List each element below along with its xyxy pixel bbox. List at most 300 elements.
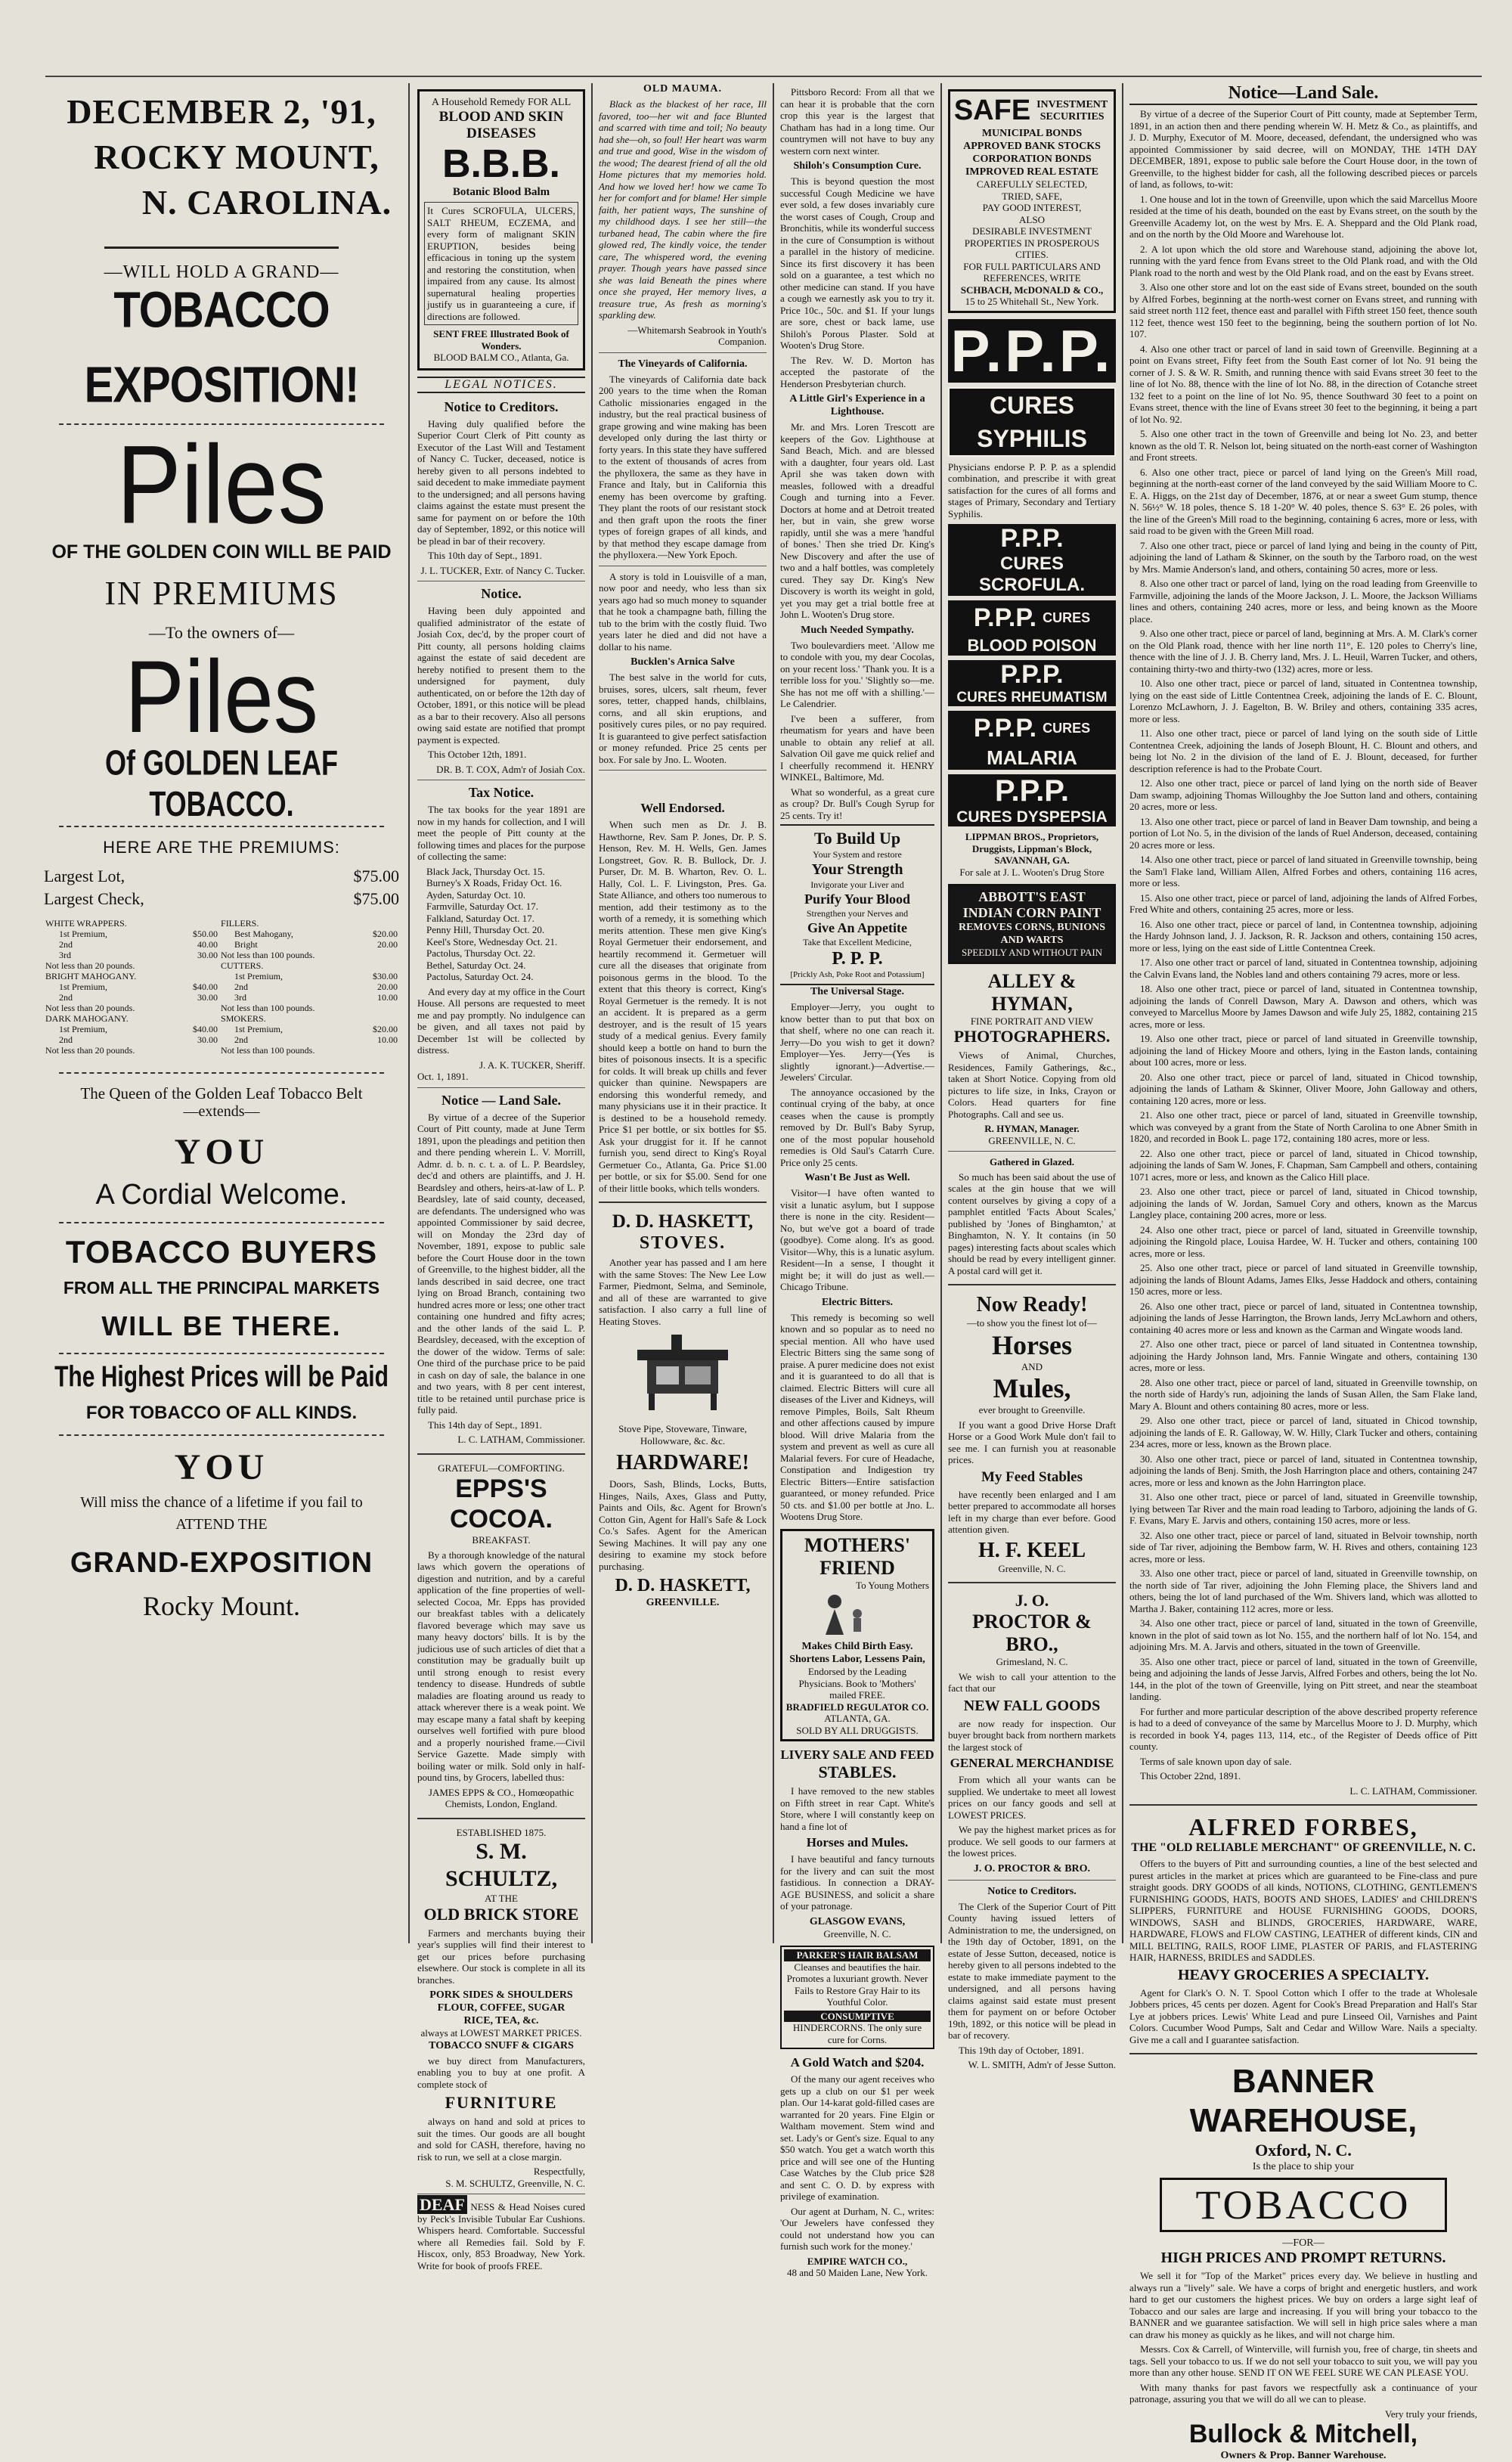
rheumatism-text: I've been a sufferer, from rheumatism for years and have been unable to obtain any relief at all. Salvation Oil gave me quick relief and I cheerfully recommend it. HENRY WINKEL, Baltimore, Md. (780, 712, 934, 783)
land-parcel: 24. Also one other tract, piece or parcel of land, situated in Greenville township, adjoining the Ringold place, Louisa Hardee, W. H. Tucker and others, containing 100 acres, more or less. (1129, 1223, 1477, 1259)
fine-portrait: FINE PORTRAIT AND VIEW (970, 1015, 1094, 1027)
hyman-town: GREENVILLE, N. C. (988, 1134, 1076, 1146)
livery-title: LIVERY SALE AND FEED (780, 1747, 934, 1762)
lippman: LIPPMAN BROS., Proprietors, Druggists, Lippman's Block, SAVANNAH, GA. (965, 831, 1099, 866)
ever-brought: ever brought to Greenville. (978, 1404, 1086, 1415)
deaf-heading: DEAF (417, 2195, 467, 2214)
premium-row (44, 950, 399, 960)
column-rule (408, 83, 410, 1943)
premium-cell: 2nd (234, 1034, 249, 1045)
improved: IMPROVED REAL ESTATE (965, 166, 1099, 178)
premium-cell (179, 971, 219, 981)
investment-word: INVESTMENT SECURITIES (1036, 98, 1108, 122)
build-up-line: Take that Excellent Medicine, (803, 937, 912, 947)
land-parcel: 9. Also one other tract, piece or parcel of land, beginning at Mrs. A. M. Clark's corner on the Old Plank road, thence with her line north 11°, E. 120 poles to Cherry's line, thence with the line of J. J. B. Cherry land, Mrs. J. L. Heuil, Warren Tucker, and others, containing thirty-two and thirty-two (132) acres, more or less. (1129, 628, 1477, 674)
tax-schedule-item: Farmville, Saturday Oct. 17. (426, 901, 539, 912)
divider (59, 1353, 384, 1354)
highest-prices: The Highest Prices will be Paid (54, 1360, 389, 1394)
hardware-text: Doors, Sash, Blinds, Locks, Butts, Hinges, Nails, Axes, Glass and Putty, Paints and Oils, &c. Agent for Brown's Cotton Gin, Agent for Hall's Safe & Lock Co.'s Safes. Agent for the American Sewing Machines. It will pay any one desiring to examine my stock before purchasing. (599, 1478, 767, 1572)
endorsed-title: Well Endorsed. (640, 801, 725, 815)
keel-name: H. F. KEEL (978, 1538, 1086, 1562)
sympathy-text: Two boulevardiers meet. 'Allow me to condole with you, my dear Cocolas, on your recent loss.' 'Thank you. It is a terrible loss for you.' 'Slightly so—me. She has not me off with a shilling.'—Le Calendrier. (780, 639, 934, 709)
bbb-top: A Household Remedy FOR ALL (431, 97, 572, 108)
scales-text: So much has been said about the use of scales at the gin house that we will content ourselves by giving a copy of a pamphlet entitled 'Facts About Scales,' published by 'Jones of Binghamton,' at Binghamton, N. Y. It contains (in 50 pages) interesting facts about scales which should be read by every intelligent ginner. A postal card will get it. (948, 1171, 1116, 1276)
for-tobacco: FOR TOBACCO OF ALL KINDS. (85, 1403, 358, 1423)
pastor-item: The Rev. W. D. Morton has accepted the pastorate of the Henderson Presbyterian church. (780, 354, 934, 389)
proctor-signature: J. O. PROCTOR & BRO. (973, 1862, 1091, 1874)
premium-cell: 1st Premium, (59, 981, 108, 992)
full-particulars: FOR FULL PARTICULARS AND REFERENCES, WRITE (963, 260, 1101, 284)
ppp-label: P.P.P. (973, 714, 1037, 743)
land-sale-title: Notice — Land Sale. (441, 1092, 561, 1108)
shiloh-text: This is beyond question the most successful Cough Medicine we have ever sold, a few doses invariably cure the worst cases of Cough, Croup and Bronchitis, while its wonderful success in the cure of Consumption is without a parallel in the history of medicine. Since its first discovery it has been sold on a guarantee, a test which no other medicine can stand. If you have a cough we earnestly ask you to try it. Price 10c., 50c. and $1. If your lungs are sore, chest or back lame, use Shiloh's Porous Plaster. Sold at Wooten's Drug Store. (780, 175, 934, 351)
banner-text-2: Messrs. Cox & Carrell, of Winterville, will furnish you, free of charge, tin sheets and tags. Sell your tobacco to us. If we do not sell your tobacco to suit you, we will pay you more than any other house. SEND IT ON WE FEEL SURE WE CAN PLEASE YOU. (1129, 2343, 1477, 2378)
mothers-friend-ad (780, 1529, 934, 1742)
feed-text: have recently been enlarged and I am better prepared to accommodate all horses left in my charge than ever before. Good attention given. (948, 1488, 1116, 1535)
divider (59, 1222, 384, 1223)
column-6 (1129, 83, 1477, 2461)
premium-row (44, 1024, 399, 1034)
bullock-mitchell: Bullock & Mitchell, (1188, 2420, 1418, 2448)
divider (59, 826, 384, 827)
securities-ad (948, 89, 1116, 313)
hardware-heading: HARDWARE! (616, 1451, 749, 1474)
abbotts-removes: REMOVES CORNS, BUNIONS AND WARTS (958, 922, 1106, 946)
divider (948, 1880, 1116, 1881)
stables-title: STABLES. (818, 1763, 897, 1781)
dateline (44, 89, 399, 225)
build-up-ad (780, 824, 934, 985)
stoves-heading: STOVES. (639, 1233, 727, 1253)
divider (104, 247, 339, 249)
land-sale-heading: Notice—Land Sale. (1129, 83, 1477, 105)
mules: Mules, (993, 1373, 1071, 1403)
parkers-text: Cleanses and beautifies the hair. Promotes a luxuriant growth. Never Fails to Restore Gray Hair to its Youthful Color. (786, 1961, 928, 2008)
premium-table (44, 918, 399, 1056)
approved: APPROVED BANK STOCKS (963, 141, 1101, 152)
watch-title: A Gold Watch and $204. (790, 2055, 925, 2070)
premium-cell: 40.00 (197, 939, 218, 950)
largest-lot-label: Largest Lot, (44, 867, 125, 885)
deaf-text: NESS & Head Noises cured by Peck's Invisible Tubular Ear Cushions. Whispers heard. Comfortable. Successful where all Remedies fail. Sold by F. Hiscox, only, 853 Broadway, New York. Write for book of proofs FREE. (417, 2201, 586, 2271)
land-parcel: 29. Also one other tract, piece or parcel of land, situated in Chicod township, adjoining the lands of E. R. Galloway, W. W. Hilly, Clark Tucker and others, containing 234 acres, more or less, known as the Brown place. (1129, 1415, 1477, 1450)
tax-signature: J. A. K. TUCKER, Sheriff. (479, 1059, 585, 1071)
well-title: Wasn't Be Just as Well. (804, 1172, 910, 1183)
ppp-rheumatism-ad (948, 660, 1116, 706)
premiums-intro: HERE ARE THE PREMIUMS: (103, 838, 340, 857)
poem-text: Black as the blackest of her race, Ill favored, too—her wit and face Blunted and scarred with time and toil; No beauty had she—oh, so foul! Her heart was warm and true and good, Wise in the wisdom of the wood; The dearest friend of all the old Home pictures that my memories hold. And how we loved her! how we came To her for comfort and for blame! Her simple faith, her patient ways, The sunshine of my childhood days. I see her still—the turbaned head, The cabin where the fire glowed red, The kindly voice, the tender care, The whispered word, the evening prayer. Though years have passed since she was laid Beneath the pines where once she prayed, Her memory lives, a treasure true, As fresh as morning's sparkling dew. (599, 98, 767, 321)
land-parcel: 11. Also one other tract, piece or parcel of land lying on the south side of Little Contentnea Creek, adjoining the lands of Joseph Blount, H. C. Blount and others, and being lot No. 2 in the division of the land of E. J. Blount, deceased, for further description reference is had to the Probate Court. (1129, 727, 1477, 774)
premium-cell: FILLERS. (221, 918, 259, 929)
premium-row (44, 1013, 399, 1024)
well-text: Visitor—I have often wanted to visit a lunatic asylum, but I suppose there is none in the city. Resident—No, but we've got a board of trade (goodbye). Come along. It's as good. Visitor—Why, this is a lunatic asylum. Resident—In a sense, I thought it might be; it will do just as well.—Chicago Tribune. (780, 1187, 934, 1292)
column-2 (417, 83, 586, 2271)
blood-poison-bar (948, 636, 1116, 656)
photographers: PHOTOGRAPHERS. (953, 1027, 1111, 1046)
land-sale-date-2: This October 22nd, 1891. (1140, 1770, 1241, 1781)
land-parcel: 7. Also one other tract, piece or parcel of land lying and being in the county of Pitt, adjoining the land of Latham & Skinner, on the south by the Tarboro road, on the west by Mrs. Mamie Anderson's land, and others, containing 50 acres, more or less. (1129, 539, 1477, 575)
premium-cell: $40.00 (193, 981, 218, 992)
arnica-title: Bucklen's Arnica Salve (631, 656, 735, 668)
breakfast: BREAKFAST. (472, 1534, 531, 1546)
land-parcel: 34. Also one other tract, piece or parcel of land, situated in the town of Greenville, known in the plot of said town as lot No. 155, and the northern half of lot No. 154, and adjoining Mrs. M. A. Jarvis and others, situated in the town of Greenville. (1129, 1617, 1477, 1652)
girl-title: A Little Girl's Experience in a Lighthouse. (789, 393, 925, 417)
empire-watch: EMPIRE WATCH CO., (807, 2255, 908, 2267)
cordial-welcome: A Cordial Welcome. (95, 1179, 348, 1211)
premium-row (44, 939, 399, 950)
bradfield: BRADFIELD REGULATOR CO. (785, 1701, 929, 1713)
miss-line: Will miss the chance of a lifetime if you fail to (80, 1494, 363, 1511)
stoves-text: Another year has passed and I am here with the same Stoves: The New Lee Low Farmer, Piedmont, Selma, and Seminole, and all of these are warranted to give satisfaction. I also carry a full line of Heating Stoves. (599, 1257, 767, 1327)
land-parcel: 23. Also one other tract, piece or parcel of land, situated in Chicod township, adjoining the lands of W. Jordan, Samuel Cory and others, known as the Marcus Langley place, containing 200 acres, more or less. (1129, 1186, 1477, 1220)
premium-cell: 20.00 (377, 939, 398, 950)
general-merchandise: GENERAL MERCHANDISE (950, 1756, 1114, 1770)
ppp-scrofula-ad (948, 524, 1116, 596)
rocky-mount: Rocky Mount. (142, 1591, 300, 1621)
creditors-signature-2: W. L. SMITH, Adm'r of Jesse Sutton. (968, 2059, 1116, 2070)
premium-cell (179, 918, 219, 929)
land-parcel: 1. One house and lot in the town of Greenville, upon which the said Marcellus Moore resided at the time of his death, bounded on the east by Evans street, on the south by the Greenville Academy lot, on the west by Mrs. E. A. Sheppard and the Old Plank road, and on the north by the Old Moore and Warehouse lot. (1129, 193, 1477, 240)
tax-schedule-item: Falkland, Saturday Oct. 17. (426, 912, 534, 924)
largest-lot-amount: $75.00 (353, 867, 399, 885)
ppp-syphilis-ad (948, 319, 1116, 383)
mothers-short: Shortens Labor, Lessens Pain, (789, 1654, 925, 1665)
land-parcel: 21. Also one other tract, piece or parcel of land, situated in Greenville township, which was conveyed by a grant from the State of North Carolina to one Abner Smith in 1820, and recorded in Book L. page 172, containing 180 acres, more or less. (1129, 1109, 1477, 1144)
premium-cell: 1st Premium, (59, 1024, 108, 1034)
build-up-line: Purify Your Blood (804, 891, 911, 907)
ppp-label: P.P.P. (1000, 660, 1064, 689)
piles-heading-1: Piles (116, 423, 327, 547)
ppp-big: P.P.P. (950, 317, 1114, 384)
build-up-line: P. P. P. (832, 949, 883, 969)
proctor: PROCTOR & BRO., (972, 1611, 1092, 1655)
malaria: MALARIA (987, 746, 1077, 769)
ppp-small-text: Physicians endorse P. P. P. as a splendid combination, and prescribe it with great satisfaction for the cures of all forms and stages of Primary, Secondary and Tertiary Syphilis. (948, 460, 1116, 519)
premium-cell (359, 1003, 399, 1013)
ppp-label: P.P.P. (973, 603, 1037, 632)
epps-signature: JAMES EPPS & CO., Homœopathic Chemists, London, England. (428, 1786, 575, 1809)
pork-line: PORK SIDES & SHOULDERS (429, 1989, 573, 2001)
grand-exposition: GRAND-EXPOSITION (70, 1547, 373, 1579)
horses-mules: Horses and Mules. (806, 1835, 909, 1850)
you-heading-2: YOU (174, 1447, 269, 1487)
established: ESTABLISHED 1875. (456, 1826, 547, 1838)
land-sale-text: By virtue of a decree of the Superior Court of Pitt county, made at June Term 1891, upon the pleadings and petition then and there pending wherein L. V. Morrill, Admr. d. b. n. c. t. a. of L. P. Beardsley, dec'd and others are plaintiffs, and J. H. Beardsley and others, heirs-at-law of L. P. Beardsley, late of said county, deceased, are defendants. The undersigned who was appointed Commissioner by said decree, will on Monday the 23rd day of November, 1891, expose to public sale before the Court House door in the town of Greenville, to the highest bidder, all the lands described in said decree, one tract lying on Broad Branch, containing two hundred acres more or less; one other tract containing one hundred and fifty acres; and the other lands of the said L. P. Beardsley, deceased, with the exception of the dower of the widow. Terms of sale: One third of the purchase price to be paid in cash on day of sale, the balance in one and two years, with 8 per cent interest, title to be retained until purchase price is fully paid. (417, 1111, 585, 1415)
banner-place: Is the place to ship your (1252, 2161, 1355, 2172)
premium-cell: 2nd (59, 1034, 73, 1045)
premium-cell: Best Mahogany, (234, 929, 293, 939)
stove-icon (626, 1332, 739, 1415)
creditors-date: This 10th day of Sept., 1891. (428, 550, 542, 561)
land-parcel: 27. Also one other tract, piece or parcel of land situated in Contentnea township, adjoining the Hardy Johnson land, Mrs. Fannie Wingate and others, containing 130 acres, more or less. (1129, 1338, 1477, 1373)
tax-schedule-item: Bethel, Saturday Oct. 24. (426, 959, 526, 971)
premium-cell: CUTTERS. (221, 960, 264, 971)
land-parcel: 10. Also one other tract, piece or parcel of land, situated in Contentnea township, lying on the east side of Little Contentnea Creek, adjoining the lands of E. C. Blount, Lorenzo McLawhorn, J. J. Eagelton, B. W. Briley and others, containing 335 acres, more or less. (1129, 678, 1477, 724)
divider (59, 1072, 384, 1074)
premium-cell: Not less than 100 pounds. (221, 1045, 315, 1056)
schultz-signature: S. M. SCHULTZ, Greenville, N. C. (445, 2177, 585, 2189)
will-be-there: WILL BE THERE. (101, 1310, 342, 1341)
premiums-heading: IN PREMIUMS (104, 575, 339, 612)
bbb-co: BLOOD BALM CO., Atlanta, Ga. (433, 352, 569, 363)
land-parcel: 15. Also one other tract, piece or parcel of land, adjoining the lands of Alfred Forbes, Fred White and others, containing 25 acres, more or less. (1129, 891, 1477, 915)
premium-cell (179, 1013, 219, 1024)
keel-text: If you want a good Drive Horse Draft Horse or a Good Work Mule don't fail to see me. I can furnish you at reasonable prices. (948, 1419, 1116, 1465)
safe-word: SAFE (953, 95, 1031, 126)
electric-text: This remedy is becoming so well known and so popular as to need no special mention. All who have used Electric Bitters sing the same song of praise. A purer medicine does not exist and it is guaranteed to do all that is claimed. Electric Bitters will cure all diseases of the Liver and Kidneys, will remove Pimples, Boils, Salt Rheum and other affections caused by impure blood. Will drive Malaria from the system and prevent as well as cure all Malarial fevers. For cure of Headache, Constipation and Indigestion try Electric Bitters—Entire satisfaction guaranteed, or money refunded. Price 50 cts. and $1.00 per bottle at Jno. L. Wootens Drug Store. (780, 1311, 934, 1522)
electric-title: Electric Bitters. (821, 1296, 894, 1308)
land-sale-parcels (1129, 194, 1477, 1753)
schultz-farmers: Farmers and merchants buying their year's supplies will find their interest to get our prices before purchasing elsewhere. Our stock is complete in all its branches. (417, 1927, 585, 1986)
premium-cell: 30.00 (197, 950, 218, 960)
column-4 (780, 83, 934, 2278)
golden-leaf-line: Of GOLDEN LEAF TOBACCO. (105, 742, 338, 824)
poem-title: OLD MAUMA. (643, 83, 723, 95)
premium-row (44, 981, 399, 992)
land-sale-signature-2: L. C. LATHAM, Commissioner. (1349, 1784, 1477, 1797)
divider (1129, 2053, 1477, 2054)
empire-address: 48 and 50 Maiden Lane, New York. (787, 2267, 928, 2278)
ppp-malaria-ad (948, 711, 1116, 746)
shiloh-title: Shiloh's Consumption Cure. (793, 160, 922, 172)
dateline-state: N. CAROLINA. (141, 183, 392, 222)
land-parcel: 14. Also one other tract, piece or parcel of land situated in Greenville township, being the Sam'l Flake land, William Allen, Alfred Forbes and others, containing 116 acres, more or less. (1129, 854, 1477, 888)
blood-poison: BLOOD POISON (967, 636, 1097, 655)
jo: J. O. (1015, 1591, 1049, 1610)
premium-cell: 1st Premium, (234, 1024, 284, 1034)
banner-owners: Owners & Prop. Banner Warehouse. (1220, 2450, 1387, 2461)
premium-row (44, 1045, 399, 1056)
tax-schedule-item: Penny Hill, Thursday Oct. 20. (426, 924, 545, 935)
divider (948, 1582, 1116, 1583)
forbes-name: ALFRED FORBES, (1188, 1813, 1418, 1840)
tobacco-box (1160, 2178, 1447, 2232)
premium-cell: Not less than 20 pounds. (45, 1003, 135, 1013)
largest-check-row (44, 888, 399, 910)
land-parcel: 22. Also one other tract, piece or parcel of land, situated in Chicod township, adjoining the lands of Sam W. Jones, F. Chapman, Sam Campbell and others, containing 1071 acres, more or less, and known as the Calico Hill place. (1129, 1147, 1477, 1183)
divider (948, 1284, 1116, 1285)
flour-line: FLOUR, COFFEE, SUGAR (437, 2002, 565, 2014)
cures-dyspepsia: CURES DYSPEPSIA (956, 808, 1108, 826)
divider (417, 1453, 585, 1455)
land-parcel: 2. A lot upon which the old store and Warehouse stand, adjoining the above lot, running with the yard fence from Evans street to the Old Plank road, and with the Old Plank road to the north and west by the Old Plank road, and on the east by Evans street. (1129, 243, 1477, 278)
land-parcel: 33. Also one other tract, piece or parcel of land, situated in Greenville township, on the north side of Tar river, adjoining the John Fleming place, the Shivers land and others, being the lot of land purchased of the Wm. Shivers land, which was allotted to Martha J. Baker, containing 112 acres, more or less. (1129, 1567, 1477, 1614)
build-up-line: [Prickly Ash, Poke Root and Potassium] (790, 970, 925, 979)
legal-notices-heading: LEGAL NOTICES. (417, 377, 585, 393)
banner-warehouse: BANNER WAREHOUSE, (1189, 2063, 1418, 2139)
haskett-town: GREENVILLE. (646, 1597, 720, 1608)
ppp-label: P.P.P. (995, 774, 1069, 808)
annoyance-text: The annoyance occasioned by the continual crying of the baby, at once ceases when the cause is promptly removed by Dr. Bull's Baby Syrup, one of the most popular household remedies is Old Saul's Catarrh Cure. Price only 25 cents. (780, 1086, 934, 1168)
divider (1129, 1804, 1477, 1806)
at-the: AT THE (485, 1893, 518, 1904)
ppp-dyspepsia-ad (948, 774, 1116, 826)
creditors-text: Having duly qualified before the Superior Court Clerk of Pitt county as Executor of the Last Will and Testament of Nancy C. Tucker, deceased, notice is hereby given to all persons indebted to said decedent to make immediate payment to the undersigned; and all persons having claims against the estate must present the same for payment on or before the 10th day of September, 1892, or this notice will be plead in bar of their recovery. (417, 417, 585, 547)
atlanta: ATLANTA, GA. (824, 1713, 891, 1724)
land-parcel: 5. Also one other tract in the town of Greenville and being lot No. 23, and better known as the old T. R. Nelson lot, being situated on the north-east corner of Washington and Front streets. (1129, 428, 1477, 463)
tax-schedule (417, 866, 585, 983)
divider (417, 1818, 585, 1819)
druggists: SOLD BY ALL DRUGGISTS. (796, 1724, 919, 1736)
premium-cell: BRIGHT MAHOGANY. (45, 971, 137, 981)
creditors-title-2: Notice to Creditors. (987, 1885, 1077, 1897)
pittsboro-item: Pittsboro Record: From all that we can hear it is probable that the corn crop this year is the largest that Chatham has had in a long time. Our countrymen will not have to buy any western corn next winter. (780, 86, 934, 157)
carefully: CAREFULLY SELECTED, (976, 178, 1088, 190)
land-sale-intro: By virtue of a decree of the Superior Court of Pitt county, made at September Term, 1891, in an action then and there pending wherein W. H. Metz & Co., as plaintiffs, and J. D. Murphy, Executor of M. Moore, deceased, defendant, the undersigned who was appointed Commissioner by said decree, will on MONDAY, THE 14TH DAY DECEMBER, 1891, expose to public sale before the Court House door, in the town of Greenville, to the highest bidder for cash, all the following described pieces or parcels of land, as follows, to-wit: (1129, 108, 1477, 190)
parkers-ad (780, 1946, 934, 2049)
respectfully: Respectfully, (533, 2166, 585, 2177)
girl-text: Mr. and Mrs. Loren Trescott are keepers of the Gov. Lighthouse at Sand Beach, Mich. and are blessed with a daughter, four years old. Last April she was taken down with measles, followed with a dreadful Cough and turning into a Fever. Doctors at home and at Detroit treated her, but in vain, she grew worse rapidly, until she was a mere 'handful of bones.' Then she tried Dr. King's New Discovery and after the use of two and a half bottles, was completely cured. They say Dr. King's New Discovery is worth its weight in gold, yet you may get a trial bottle free at John L. Wooten's Drug store. (780, 421, 934, 620)
snuff-line: TOBACCO SNUFF & CIGARS (429, 2039, 574, 2051)
premium-cell: Not less than 100 pounds. (221, 1003, 315, 1013)
tried: TRIED, SAFE, (1002, 190, 1062, 202)
we-wish: We wish to call your attention to the fact that our (948, 1670, 1116, 1694)
haskett-signature: D. D. HASKETT, (615, 1576, 751, 1595)
grateful-line: GRATEFUL—COMFORTING. (438, 1462, 565, 1474)
scales-title: Gathered in Glazed. (989, 1156, 1075, 1167)
mothers-title: MOTHERS' FRIEND (804, 1533, 911, 1579)
premium-cell: $20.00 (373, 929, 398, 939)
premium-cell: 30.00 (197, 1034, 218, 1045)
forbes-sub: THE "OLD RELIABLE MERCHANT" OF GREENVILLE, N. C. (1131, 1841, 1476, 1854)
epps-text: By a thorough knowledge of the natural laws which govern the operations of digestion and nutrition, and by a careful application of the fine properties of well-selected Cocoa, Mr. Epps has provided our breakfast tables with a delicately flavored beverage which may save us many heavy doctors' bills. It is by the judicious use of such articles of diet that a constitution may be gradually built up until strong enough to resist every tendency to disease. Hundreds of subtle maladies are floating around us ready to attack wherever there is a weak point. We may escape many a fatal shaft by keeping ourselves well fortified with pure blood and a properly nourished frame.—Civil Service Gazette. Made simply with boiling water or milk. Sold only in half-pound tins, by Grocers, labelled thus: (417, 1549, 585, 1783)
divider (948, 1151, 1116, 1152)
largest-check-label: Largest Check, (44, 889, 144, 908)
also: ALSO (1019, 213, 1045, 225)
exposition-heading: TOBACCO EXPOSITION! (84, 281, 359, 414)
premium-cell: $30.00 (373, 971, 398, 981)
epps-cocoa: EPPS'S COCOA. (450, 1474, 553, 1533)
land-parcel: 32. Also one other tract, piece or parcel of land, situated in Belvoir township, north side of Tar river, adjoining the Bembow farm, W. H. Rives and others, containing 123 acres, more or less. (1129, 1529, 1477, 1564)
column-rule (773, 83, 774, 1943)
build-up-lines (780, 848, 934, 981)
abbotts-speedily: SPEEDILY AND WITHOUT PAIN (961, 947, 1103, 958)
premium-row (44, 1003, 399, 1013)
cures-label: CURES (1043, 610, 1091, 625)
premium-cell: $20.00 (373, 1024, 398, 1034)
tax-schedule-item: Ayden, Saturday Oct. 10. (426, 888, 525, 901)
from-all-markets: FROM ALL THE PRINCIPAL MARKETS (63, 1278, 380, 1298)
land-parcel: 28. Also one other tract, piece or parcel of land, situated in Greenville township, on the north side of Hardy's run, adjoining the lands of Susan Allen, the Sam Flake land, Mary A. Blount and others containing 80 acres, more or less. (1129, 1376, 1477, 1412)
poem-credit: —Whitemarsh Seabrook in Youth's Companion. (627, 324, 767, 347)
premium-cell (179, 1003, 219, 1013)
schbach-address: 15 to 25 Whitehall St., New York. (965, 296, 1099, 307)
ppp-blood-poison-ad (948, 600, 1116, 636)
column-rule (591, 83, 593, 1943)
land-parcel: 3. Also one other store and lot on the east side of Evans street, bounded on the south by Alfred Forbes, beginning at the north-west corner on Evans street, and running with said street north 112 feet, thence east and parallel with Fifth street 150 feet, thence south 112 feet, thence west 150 feet to the beginning, being the southern portion of lot No. 107. (1129, 281, 1477, 340)
land-sale-signature: L. C. LATHAM, Commissioner. (457, 1434, 585, 1445)
stove-items: Stove Pipe, Stoveware, Tinware, Hollowware, &c. &c. (618, 1423, 747, 1447)
build-up-line: Your Strength (811, 861, 903, 878)
build-up-line: Invigorate your Liver and (810, 879, 904, 890)
heavy-groceries: HEAVY GROCERIES A SPECIALTY. (1178, 1966, 1429, 1983)
tax-schedule-item: Keel's Store, Wednesday Oct. 21. (426, 935, 558, 947)
tax-schedule-item: Burney's X Roads, Friday Oct. 16. (426, 877, 562, 888)
corporation: CORPORATION BONDS (972, 153, 1092, 165)
attend-line: ATTEND THE (175, 1516, 268, 1533)
premium-cell (359, 918, 399, 929)
municipal: MUNICIPAL BONDS (981, 128, 1083, 139)
keel-town: Greenville, N. C. (998, 1562, 1066, 1574)
consumptive: CONSUMPTIVE (784, 2011, 931, 2023)
premium-row (44, 918, 399, 929)
old-brick-store: OLD BRICK STORE (423, 1904, 579, 1924)
vineyards-title: The Vineyards of California. (618, 358, 748, 370)
banner-text: We sell it for "Top of the Market" prices every day. We believe in hustling and always run a "lively" sale. We have a corps of bright and energetic hustlers, and work hard to get our customers the highest prices. We buy on orders a large sight leaf of Tobacco and our sales are large and increasing. If you will bring your tobacco to the BANNER and we guarantee satisfaction. We will sell in high price sales where a man can draw his money as quickly as he likes, and will not charge him. (1129, 2270, 1477, 2340)
premium-cell: 10.00 (377, 1034, 398, 1045)
premium-row (44, 1034, 399, 1045)
land-parcel: 19. Also one other tract, piece or parcel of land situated in Greenville township, adjoining the land of Hickey Moore and others, lying in the Easton lands, containing about 100 acres, more or less. (1129, 1033, 1477, 1068)
creditors-text-2: The Clerk of the Superior Court of Pitt County having issued letters of Administration to me, the undersigned, on the 19th day of October, 1891, on the estate of Jesse Sutton, deceased, notice is hereby given to all persons indebted to the estate to make immediate payment to the undersigned, and all persons having claims against said estate must present them for payment on or before October 19th, 1892, or this notice will be plead in bar of recovery. (948, 1900, 1116, 2041)
column-rule (940, 83, 942, 1943)
livery-text-2: I have beautiful and fancy turnouts for the livery and can suit the most fastidious. In connection a DRAY-AGE BUSINESS, and solicit a share of your patronage. (780, 1853, 934, 1912)
piles-heading-2: Piles (125, 640, 318, 755)
premium-cell: 3rd (234, 992, 247, 1003)
premium-cell: $40.00 (193, 1024, 218, 1034)
notice-title: Notice. (481, 586, 522, 601)
premium-cell (359, 1045, 399, 1056)
premium-cell: Not less than 20 pounds. (45, 1045, 135, 1056)
premium-cell: 10.00 (377, 992, 398, 1003)
land-parcel: 13. Also one other tract, piece or parcel of land in Beaver Dam township, and being a portion of Lot No. 5, in the division of the lands of Ruel Anderson, deceased, containing 20 acres more or less. (1129, 815, 1477, 851)
mothers-endorsed: Endorsed by the Leading Physicians. Book to 'Mothers' mailed FREE. (798, 1666, 916, 1701)
land-parcel: 31. Also one other tract, piece or parcel of land, situated in Greenville township, lying between Tar River and the main road leading to Tarboro, adjoining the lands of G. F. Evans, Mary E. Jarvis and others, containing 150 acres, more or less. (1129, 1491, 1477, 1526)
very-truly: Very truly your friends, (1384, 2408, 1477, 2420)
column-1 (44, 83, 399, 1943)
dateline-town: ROCKY MOUNT, (94, 138, 380, 176)
schultz-name: S. M. SCHULTZ, (445, 1839, 558, 1891)
snuff-text: we buy direct from Manufacturers, enabling you to buy at one profit. A complete stock of (417, 2054, 585, 2090)
land-sale-date: This 14th day of Sept., 1891. (428, 1419, 542, 1431)
pay-good: PAY GOOD INTEREST, (982, 202, 1082, 213)
premium-cell: 2nd (59, 992, 73, 1003)
will-hold-line: —WILL HOLD A GRAND— (104, 262, 339, 282)
build-up-line: Strengthen your Nerves and (806, 908, 909, 919)
golden-coin-line: OF THE GOLDEN COIN WILL BE PAID (51, 541, 392, 563)
premium-cell: Not less than 100 pounds. (221, 950, 315, 960)
alley-hyman: ALLEY & HYMAN, (987, 969, 1077, 1015)
haskett-name: D. D. HASKETT, (612, 1211, 754, 1232)
premium-cell (359, 960, 399, 971)
ppp-syphilis-sub (948, 387, 1116, 457)
horses: Horses (992, 1329, 1072, 1360)
feed-stables: My Feed Stables (981, 1468, 1083, 1485)
land-parcel: 6. Also one other tract, piece or parcel of land lying on the Green's Mill road, beginning at the north-east corner of the land conveyed by the said William Moore to C. E. A. Higgs, on the 21st day of December, 1876, at or near a sweet Gum stump, thence N. 56½° W. 18 poles, thence S. 18 1-20° W. 40 poles, thence S. 63° E. 26 poles, with the line of the Green's Mill road to the beginning, containing 6 acres, more or less, with said road to be given with the Green Mill road. (1129, 466, 1477, 536)
premium-row (44, 929, 399, 939)
champagne-story: A story is told in Louisville of a man, now poor and needy, who less than six years ago had so much money to squander that he took a champagne bath, filling the tub to the brim with the costly fluid. Two years later he died and did not have a dollar to his name. (599, 570, 767, 653)
dateline-date: DECEMBER 2, '91, (67, 92, 376, 131)
durham-text: Our agent at Durham, N. C., writes: 'Our Jewelers have confessed they could not understand how you can furnish such work for the money.' (780, 2205, 934, 2252)
fall-goods: NEW FALL GOODS (963, 1697, 1101, 1714)
furniture-text: always on hand and sold at prices to suit the times. Our goods are all bought and sold for CASH, therefore, having no risk to run, we sell at a close margin. (417, 2116, 585, 2163)
land-parcel: 4. Also one other tract or parcel of land in said town of Greenville. Beginning at a point on Evans street, Fifty feet from the South East corner of lot No. 91 being the corner of J. S. & W. R. Smith, and running thence with said Evans street 30 feet to the line of lot No. 88, thence with the line of lot No. 88, in the direction of Cotanche street 132 feet to a point on the line of lot No. 95, thence Southward 30 feet to a point on Evans street, thence with the line of Evans street 30 feet to the beginning, it being a part of lot No. 92. (1129, 343, 1477, 425)
build-up-line: Give An Appetite (807, 920, 907, 935)
creditors-signature: J. L. TUCKER, Extr. of Nancy C. Tucker. (420, 564, 585, 576)
forbes-text: Offers to the buyers of Pitt and surrounding counties, a line of the best selected and purest articles in the market at prices which are guaranteed to be Fine-class and pure straight goods. DRY GOODS of all kinds, NOTIONS, CLOTHING, GENTLEMEN'S FURNISHING GOODS, HATS, BOOTS AND SHOES, LADIES' and CHILDREN'S SLIPPERS, FURNITURE and HOUSE FURNISHING GOODS, DOORS, WINDOWS, SASH and BLINDS, GROCERIES, HARDWARE, WARE, HARDWARE, FLOWS and FLOW CASTING, LEATHER of different kinds, CIN and MILL BELTING, RAILS, ROOF LIME, PLASTER OF PARIS, and FLASTERING HAIR, HARNESS, BRIDLES and SADDLES. (1129, 1858, 1477, 1963)
divider (599, 1202, 767, 1203)
show-finest: —to show you the finest lot of— (967, 1317, 1097, 1329)
notice-text: Having been duly appointed and qualified administrator of the estate of Josiah Cox, dec'd, by the proper court of Pitt county, all persons holding claims against the estate of said decedent are hereby notified to present them to the undersigned for payment, duly authenticated, on or before the 12th day of October, 1891, or this notice will be plead as a bar to their recovery. Also all persons owing said estate are notified that prompt payment is expected. (417, 605, 585, 746)
land-parcel: 25. Also one other tract, piece or parcel of land situated in Greenville township, adjoining the lands of Blount Adams, James Elks, Jesse Haddock and others, containing 150 acres, more or less. (1129, 1262, 1477, 1297)
forbes-text-2: Agent for Clark's O. N. T. Spool Cotton which I offer to the trade at Wholesale Jobbers prices, 45 cents per dozen. Agent for Cook's Bread Preparation and Hall's Star Lye at jobbers prices. Lewis' White Lead and pure Linseed Oil, Varnishes and Paint Colors. Cucumber Wood Pumps, Salt and Cedar and Willow Ware. Nails a specialty. Give me a call and I guarantee satisfaction. (1129, 1986, 1477, 2045)
build-up-title: To Build Up (813, 829, 901, 848)
divider (599, 770, 767, 771)
ppp-label: P.P.P. (1000, 524, 1064, 553)
arnica-text: The best salve in the world for cuts, bruises, sores, ulcers, salt rheum, fever sores, tetter, chapped hands, chilblains, corns, and all skin eruptions, and positively cures piles, or no pay required. It is guaranteed to give perfect satisfaction or money refunded. Price 25 cents per box. For sale by Jno. L. Wooten. (599, 671, 767, 765)
tax-text: The tax books for the year 1891 are now in my hands for collection, and I will meet the people of Pitt county at the following times and places for the purpose of collecting the same: (417, 804, 585, 862)
wooten-sale: For sale at J. L. Wooten's Drug Store (959, 866, 1105, 878)
banner-text-3: With many thanks for past favors we respectfully ask a continuance of your patronage, assuring you that we will do all we can to please. (1129, 2381, 1477, 2405)
